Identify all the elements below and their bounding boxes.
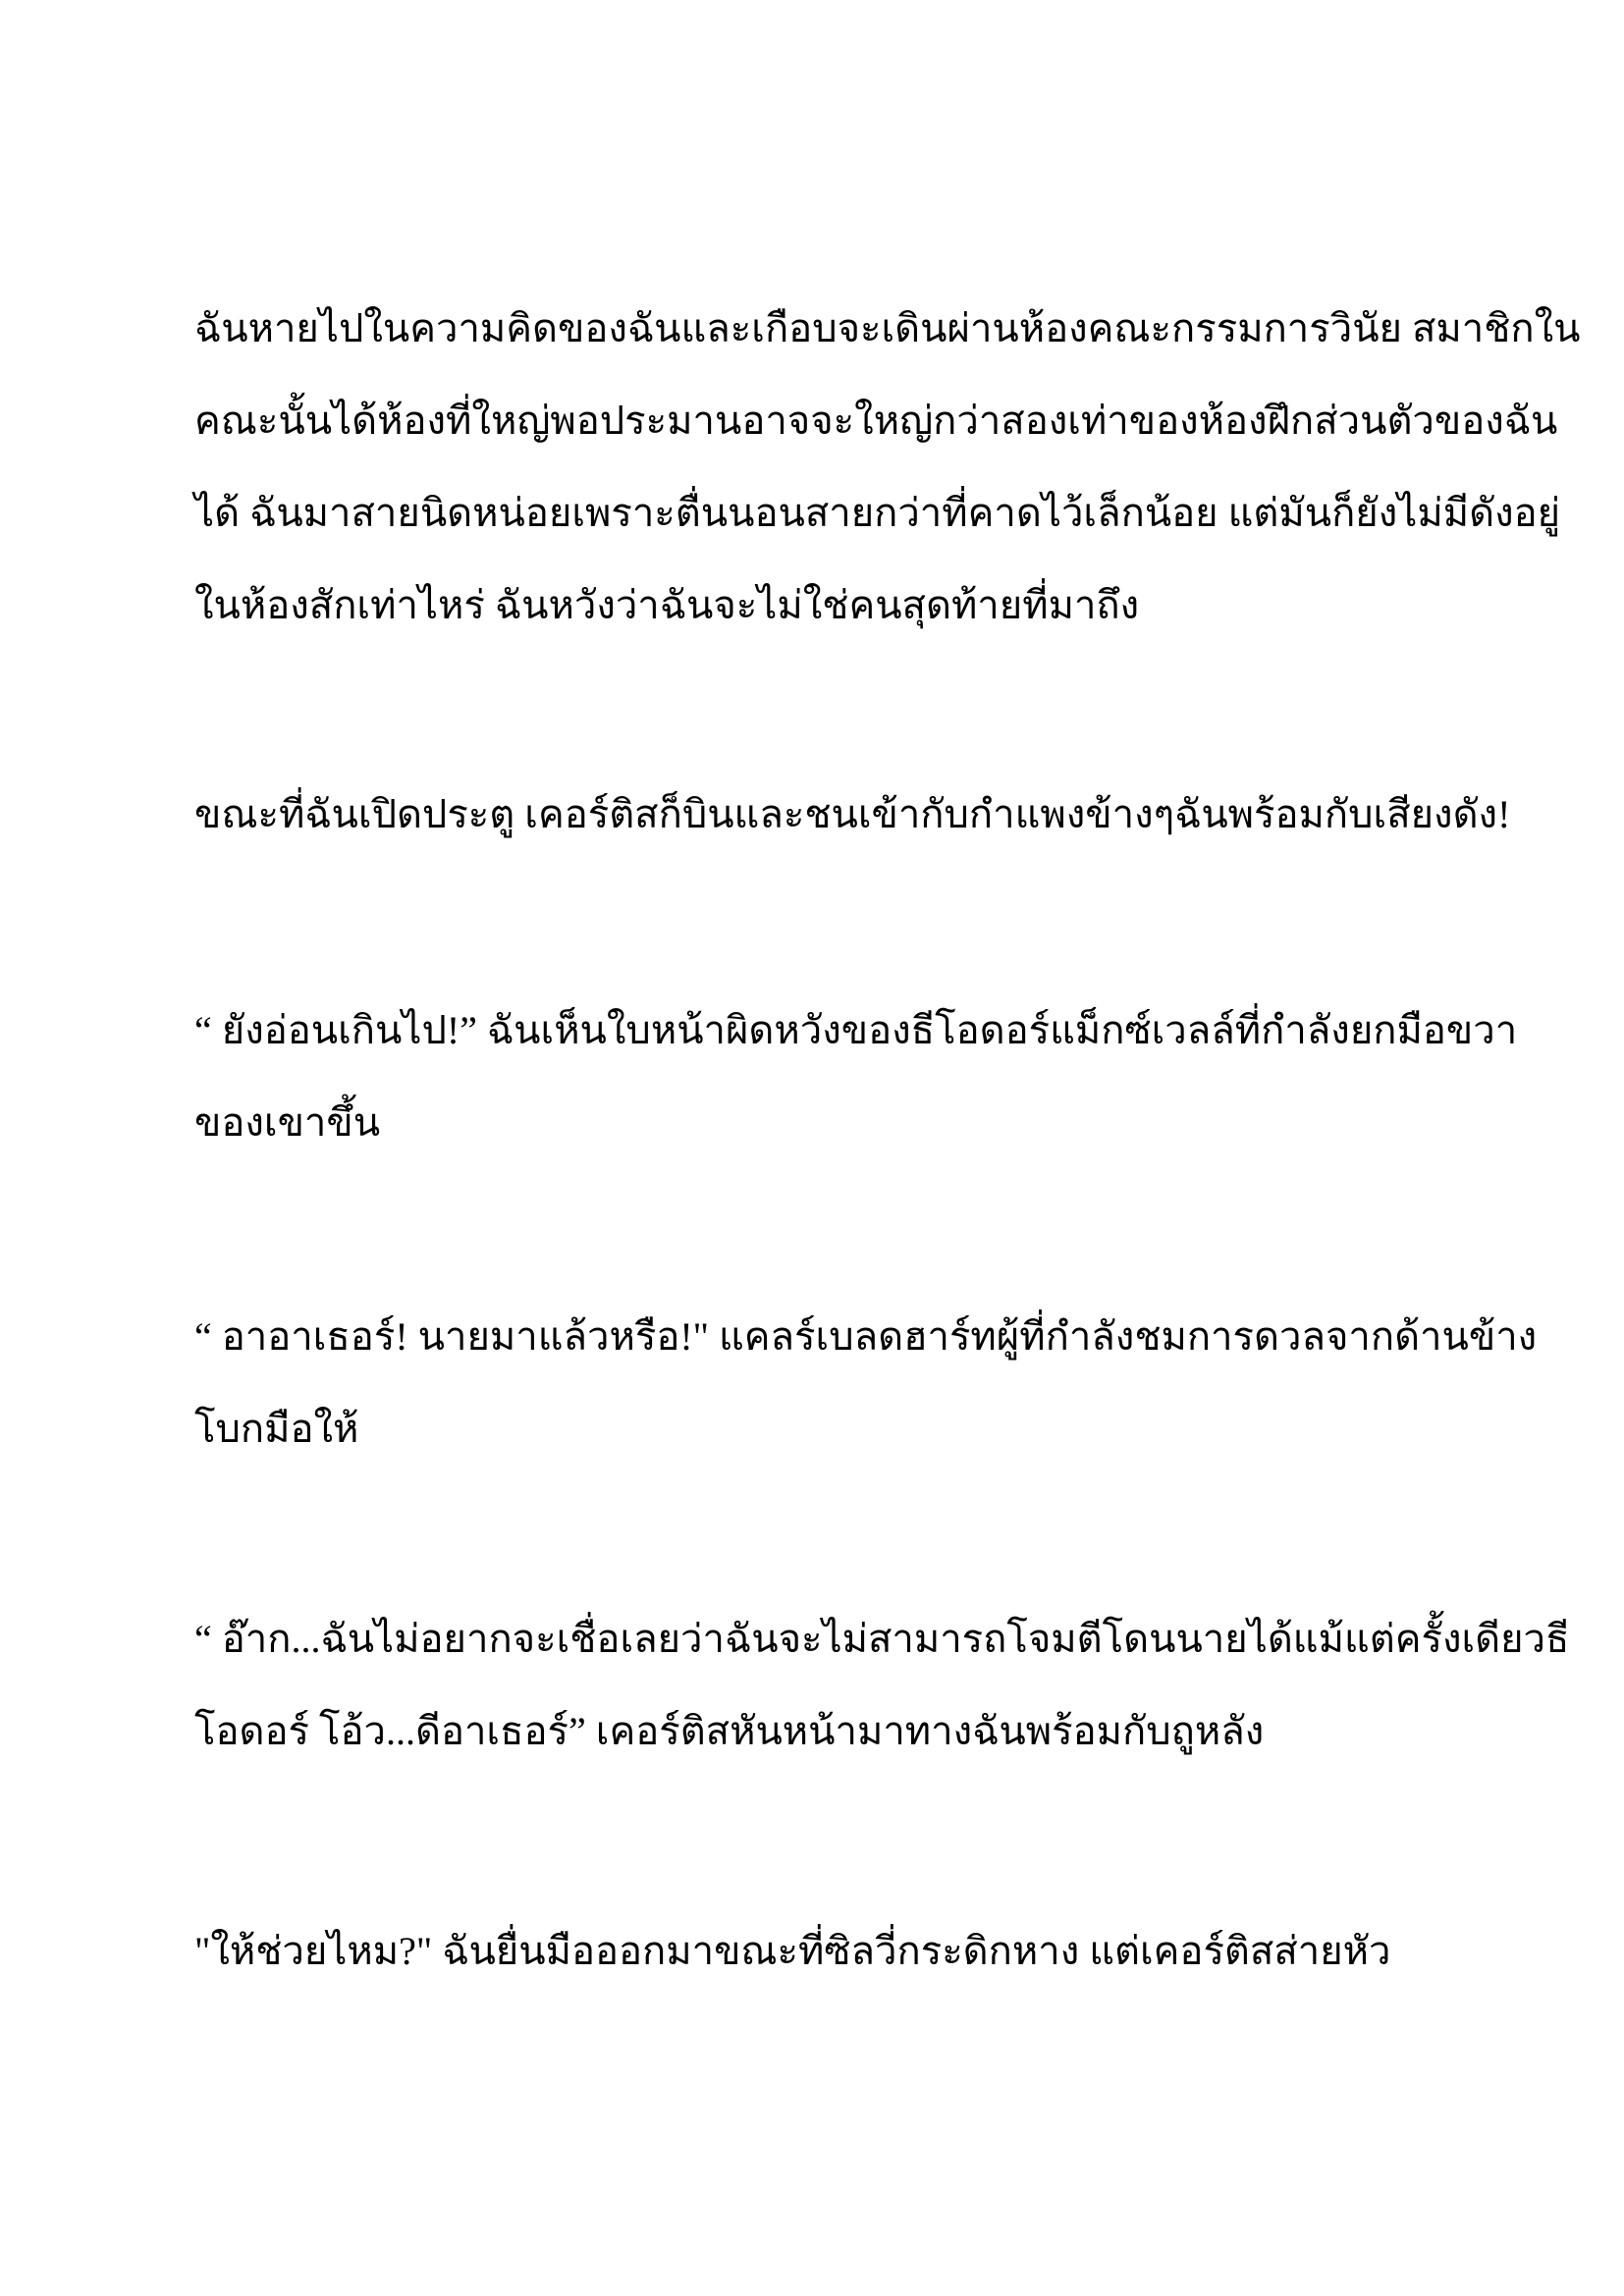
- text-line: ในห้องสักเท่าไหร่ ฉันหวังว่าฉันจะไม่ใช่คนสุดท้ายที่มาถึง: [194, 583, 1140, 627]
- paragraph: [194, 769, 1511, 861]
- paragraph: [194, 985, 1518, 1169]
- text-line: คณะนั้นได้ห้องที่ใหญ่พอประมานอาจจะใหญ่กว่าสองเท่าของห้องฝึกส่วนตัวของฉัน: [194, 399, 1558, 443]
- text-line: ของเขาขึ้น: [194, 1100, 381, 1145]
- paragraph: [194, 283, 1581, 652]
- text-line: “ ยังอ่อนเกินไป!” ฉันเห็นใบหน้าผิดหวังของธีโอดอร์แม็กซ์เวลล์ที่กำลังยกมือขวา: [194, 1008, 1518, 1052]
- text-line: “ อ๊าก...ฉันไม่อยากจะเชื่อเลยว่าฉันจะไม่สามารถโจมตีโดนนายได้แม้แต่ครั้งเดียวธี: [194, 1617, 1570, 1661]
- paragraph: [194, 1593, 1570, 1778]
- text-line: “ อาอาเธอร์! นายมาแล้วหรือ!" แคลร์เบลดฮาร์ทผู้ที่กำลังชมการดวลจากด้านข้าง: [194, 1314, 1538, 1359]
- paragraph: [194, 1291, 1538, 1475]
- text-line: "ให้ช่วยไหม?" ฉันยื่นมือออกมาขณะที่ซิลวี่กระดิกหาง แต่เคอร์ติสส่ายหัว: [194, 1929, 1391, 1973]
- text-line: ได้ ฉันมาสายนิดหน่อยเพราะตื่นนอนสายกว่าที่คาดไว้เล็กน้อย แต่มันก็ยังไม่มีดังอยู่: [194, 491, 1561, 535]
- text-line: โบกมือให้: [194, 1407, 359, 1451]
- paragraph: [194, 1905, 1481, 1998]
- text-line: โอดอร์ โอ้ว...ดีอาเธอร์” เคอร์ติสหันหน้ามาทางฉันพร้อมกับถูหลัง: [194, 1709, 1265, 1753]
- text-line: ฉันหายไปในความคิดของฉันและเกือบจะเดินผ่านห้องคณะกรรมการวินัย สมาชิกใน: [194, 306, 1581, 350]
- text-line: ขณะที่ฉันเปิดประตู เคอร์ติสก็บินและชนเข้ากับกำแพงข้างๆฉันพร้อมกับเสียงดัง!: [194, 792, 1511, 836]
